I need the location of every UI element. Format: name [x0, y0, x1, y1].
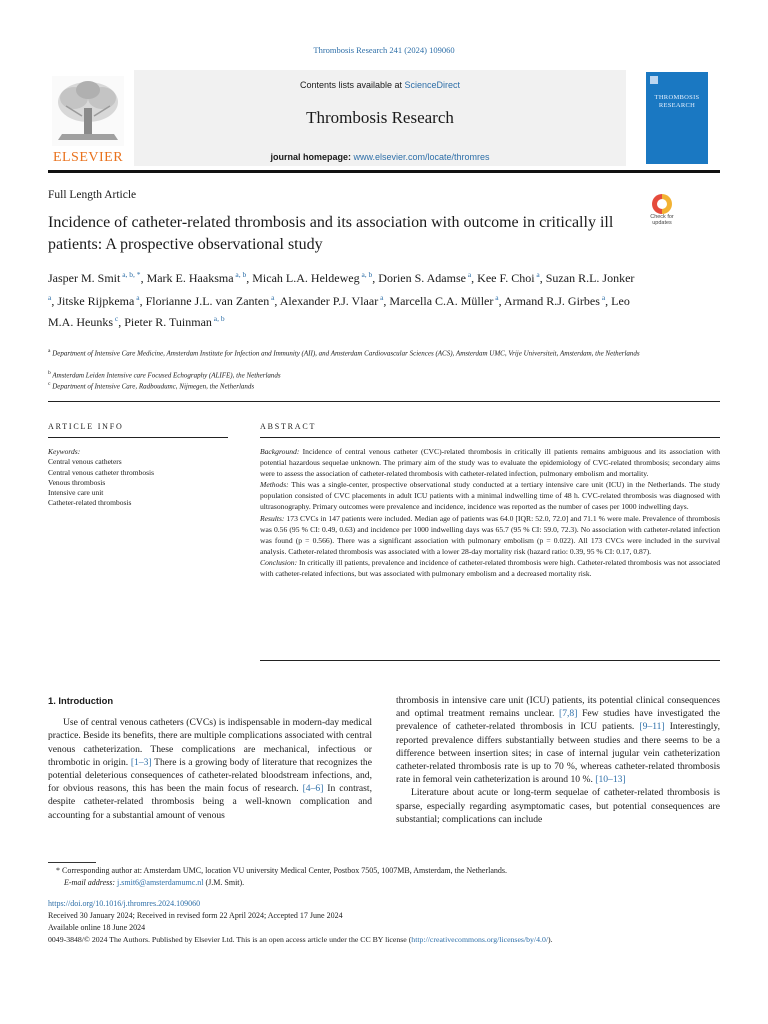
keywords-block	[48, 447, 228, 509]
email-suffix: (J.M. Smit).	[203, 878, 245, 887]
author-name: Marcella C.A. Müller	[389, 294, 494, 308]
affiliation-key: a	[48, 348, 51, 354]
body-paragraph: thrombosis in intensive care unit (ICU) patients, its potential clinical consequences and optimal treatment remains unclear. [7,8] Few studies have investigated the prevalence of catheter-related thrombosis in ICU patients. [9–11] Interestingly, reported prevalence differs substantially between studies and there seems to be a difference between insertion sites; in case of internal jugular vein catheterization catheter-related thrombosis rate is up to 70 %, whereas catheter-related thrombosis rate in femoral vein catheterization is around 10 %. [10–13]	[396, 695, 720, 786]
author[interactable]	[280, 294, 384, 308]
author-name: Leo M.A. Heunks	[48, 294, 630, 329]
email-link[interactable]: j.smit6@amsterdamumc.nl	[117, 878, 204, 887]
affiliation-key: c	[48, 381, 51, 387]
cover-logo-icon	[650, 76, 658, 84]
author-name: Jasper M. Smit	[48, 271, 121, 285]
affiliation-c	[48, 379, 648, 391]
article-info-rule	[48, 437, 228, 438]
cover-title	[646, 94, 708, 110]
header-rule	[48, 170, 720, 173]
keyword: Central venous catheter thrombosis	[48, 467, 155, 477]
keyword: Venous thrombosis	[48, 477, 106, 487]
author-affiliation-marker[interactable]: a	[493, 293, 499, 302]
article-type: Full Length Article	[48, 189, 137, 201]
author[interactable]	[147, 271, 247, 285]
footnote-rule	[48, 862, 96, 863]
elsevier-wordmark: ELSEVIER	[52, 150, 124, 165]
homepage-link[interactable]: www.elsevier.com/locate/thromres	[353, 152, 490, 162]
abstract-label: Methods:	[260, 480, 289, 490]
abstract-text: 173 CVCs in 147 patients were included. Median age of patients was 64.0 [IQR: 52.0, 72.0] and 71.1 % were male. Prevalence of thrombosis was 0.56 (95 % CI: 0.49, 0.63) and incidence per 1000 indwelling days was 65.7 (95 % CI: 59.0, 72.3). No association with catheter-related infection was found (p = 0.566). There was a significant association with pulmonary embolism (p = 0.022). All 173 CVCs were included in the survival analysis. Catheter-related thrombosis was associated with a lower 28-day mortality risk (hazard ratio: 0.39, 95 % CI: 0.17, 0.87).	[260, 513, 720, 556]
license-suffix: ).	[548, 935, 553, 944]
sciencedirect-link[interactable]: ScienceDirect	[404, 80, 461, 90]
author-name: Kee F. Choi	[477, 271, 535, 285]
keyword: Catheter-related thrombosis	[48, 498, 132, 508]
license-prefix: 0049-3848/© 2024 The Authors. Published by Elsevier Ltd. This is an open access article under the CC BY license (	[48, 935, 412, 944]
online-date: Available online 18 June 2024	[48, 923, 146, 932]
citation-link[interactable]: [9–11]	[639, 721, 665, 733]
author[interactable]	[378, 271, 471, 285]
abstract-text: Incidence of central venous catheter (CVC)-related thrombosis in critically ill patients remains ambiguous and its association with potential hazardous sequelae unknown. The primary aim of the study was to evaluate the epidemiology of CVC-related thrombosis; secondary aims were to assess the association of catheter-related thrombosis with catheter-related infection, pulmonary embolism and mortality.	[260, 447, 720, 479]
author-affiliation-marker[interactable]: a	[599, 293, 606, 302]
author[interactable]	[124, 315, 224, 329]
check-for-updates-badge[interactable]	[648, 194, 676, 230]
citation-link[interactable]: [10–13]	[595, 774, 626, 786]
abstract-text: In critically ill patients, prevalence and incidence of catheter-related thrombosis were high. Catheter-related thrombosis was not associated with catheter-related infections, but was associated with pulmonary embolism and a decreased mortality risk.	[260, 557, 721, 579]
received-dates: Received 30 January 2024; Received in revised form 22 April 2024; Accepted 17 June 2024	[48, 911, 343, 920]
author-affiliation-marker[interactable]: a, b	[211, 314, 225, 323]
journal-header	[48, 70, 720, 166]
keyword: Central venous catheters	[48, 457, 122, 467]
journal-reference[interactable]: Thrombosis Research 241 (2024) 109060	[313, 45, 455, 55]
affiliation-text: Amsterdam Leiden Intensive care Focused Echography (ALIFE), the Netherlands	[52, 371, 281, 380]
article-title: Incidence of catheter-related thrombosis and its association with outcome in critically ill patients: A prospective observational study	[48, 214, 614, 253]
masthead	[134, 70, 626, 166]
contents-prefix: Contents lists available at	[299, 80, 405, 90]
author[interactable]	[48, 271, 141, 285]
contents-line	[134, 80, 626, 90]
affiliation-key: b	[48, 370, 51, 376]
author-affiliation-marker[interactable]: c	[113, 314, 119, 323]
author-name: Armand R.J. Girbes	[503, 294, 600, 308]
body-column-right	[396, 694, 720, 826]
author-name: Jitske Rijpkema	[57, 294, 135, 308]
author-affiliation-marker[interactable]: a	[134, 293, 140, 302]
body-column-left	[48, 694, 372, 822]
license-line	[48, 934, 728, 946]
author[interactable]	[504, 294, 605, 308]
author-affiliation-marker[interactable]: a, b	[359, 270, 373, 279]
author-name: Mark E. Haaksma	[146, 271, 234, 285]
abstract-heading: ABSTRACT	[260, 422, 317, 431]
abstract-text: This was a single-center, prospective observational study conducted at a tertiary intensive care unit (ICU) in the Netherlands. The study population consisted of CVC placements in adult ICU patients with a minimal indwelling time of 48 h. CVC-related thrombosis was diagnosed with ultrasonography. Primary outcomes were prevalence and incidence, incidence was reported as the number of cases per 1000 indwelling days.	[260, 480, 720, 512]
citation-link[interactable]: [1–3]	[130, 756, 152, 768]
author-list: Jasper M. Smit $^{a, b, *}$, Mark E. Haaksma $^{a, b}$, Micah L.A. Heldeweg $^{a, b}$, Dorien S. Adamse $^a$, Kee F. Choi $^a$, Suzan R.L. Jonker $^a$, Jitske Rijpkema $^a$, Florianne J.L. van Zanten $^a$, Alexander P.J. Vlaar $^a$, Marcella C.A. Müller $^a$, Armand R.J. Girbes $^a$, Leo M.A. Heunks $^c$, Pieter R. Tuinman $^{a, b}$	[48, 270, 635, 329]
affiliation-text: Department of Intensive Care, Radboudumc, Nijmegen, the Netherlands	[52, 382, 255, 391]
article-info-heading: ARTICLE INFO	[48, 422, 124, 431]
badge-text	[648, 214, 676, 226]
author[interactable]	[57, 294, 139, 308]
email-label: E-mail address:	[64, 878, 116, 887]
author-affiliation-marker[interactable]: a	[465, 270, 472, 279]
keywords-label: Keywords:	[48, 447, 81, 456]
affiliation-a	[48, 346, 648, 358]
abstract-rule	[260, 437, 720, 438]
journal-title: Thrombosis Research	[306, 108, 454, 127]
author-affiliation-marker[interactable]: a	[378, 293, 384, 302]
author[interactable]	[477, 271, 540, 285]
author-affiliation-marker[interactable]: a	[534, 270, 540, 279]
author-name: Suzan R.L. Jonker	[545, 271, 635, 285]
author-name: Dorien S. Adamse	[378, 271, 466, 285]
homepage-prefix: journal homepage:	[270, 152, 354, 162]
section-rule	[48, 401, 720, 402]
author-name: Pieter R. Tuinman	[124, 315, 212, 329]
abstract-label: Results:	[260, 513, 285, 523]
body-paragraph: Use of central venous catheters (CVCs) is indispensable in modern-day medical practice. Beside its benefits, there are multiple complications associated with central venous catheterization. These complications are mechanical, infectious or thrombotic in origin. [1–3] There is a growing body of literature that recognizes the potential deleterious consequences of catheter-related bloodstream infections, and, for obvious reasons, this has been the main focus of research. [4–6] In contrast, despite catheter-related thrombosis being a well-known complication and accounting for a substantial amount of venous	[48, 717, 372, 821]
author-affiliation-marker[interactable]: a, b	[233, 270, 247, 279]
cover-title-line-2: RESEARCH	[658, 102, 696, 109]
keyword: Intensive care unit	[48, 488, 104, 498]
author-name: Alexander P.J. Vlaar	[279, 294, 379, 308]
author[interactable]	[146, 294, 275, 308]
author[interactable]	[252, 271, 372, 285]
cover-title-line-1: THROMBOSIS	[654, 94, 700, 101]
license-link[interactable]: http://creativecommons.org/licenses/by/4.0/	[411, 935, 549, 944]
abstract-methods	[260, 479, 720, 512]
abstract-label: Conclusion:	[260, 557, 298, 567]
author-affiliation-marker[interactable]: a	[269, 293, 275, 302]
citation-link[interactable]: [7,8]	[559, 708, 578, 720]
check-updates-icon	[652, 194, 672, 214]
author-affiliation-marker[interactable]: a, b, *	[120, 270, 141, 279]
badge-line-1: Check for	[650, 214, 674, 220]
email-line	[64, 877, 744, 889]
body-paragraph: Literature about acute or long-term sequelae of catheter-related thrombosis is sparse, especially regarding asymptomatic cases, but potential consequences are substantial; complications can include	[396, 787, 720, 825]
author-name: Florianne J.L. van Zanten	[145, 294, 270, 308]
abstract-body	[260, 446, 720, 579]
abstract-conclusion	[260, 557, 720, 579]
introduction-heading: 1. Introduction	[48, 695, 114, 706]
doi-link[interactable]	[48, 898, 728, 910]
author[interactable]	[389, 294, 498, 308]
affiliation-text: Department of Intensive Care Medicine, Amsterdam Institute for Infection and Immunity (AII), and Amsterdam Cardiovascular Sciences (ACS), Amsterdam UMC, Vrije Universiteit, Amsterdam, the Netherlands	[52, 349, 640, 358]
abstract-results	[260, 513, 720, 557]
abstract-label: Background:	[260, 447, 300, 456]
elsevier-logo[interactable]	[48, 70, 128, 166]
journal-cover[interactable]	[646, 72, 708, 164]
doi-text[interactable]: https://doi.org/10.1016/j.thromres.2024.109060	[48, 899, 201, 908]
abstract-bottom-rule	[260, 660, 720, 661]
badge-line-2: updates	[652, 220, 672, 226]
citation-link[interactable]: [4–6]	[302, 783, 324, 795]
corresponding-author-note: * Corresponding author at: Amsterdam UMC, location VU university Medical Center, Postbox 7505, 1007MB, Amsterdam, the Netherlands.	[56, 866, 508, 875]
abstract-background	[260, 446, 720, 479]
homepage-line	[134, 152, 626, 162]
author-name: Micah L.A. Heldeweg	[252, 271, 360, 285]
elsevier-tree-icon	[52, 76, 124, 146]
author-affiliation-marker[interactable]: a	[48, 293, 52, 302]
